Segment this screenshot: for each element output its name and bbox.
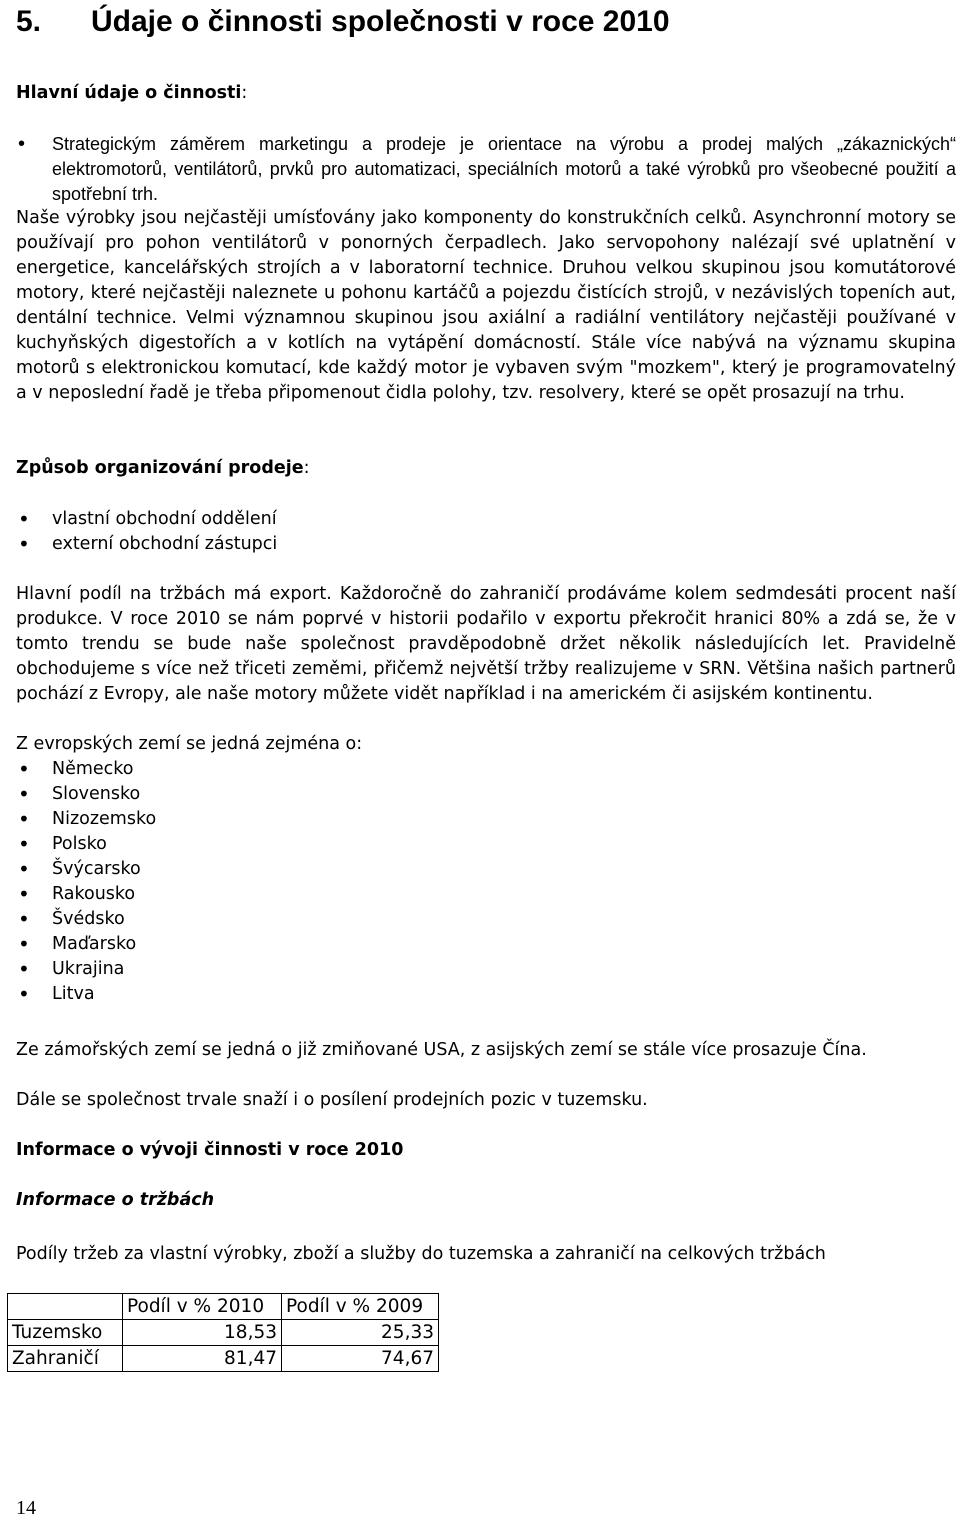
- sales-org-label: Způsob organizování prodeje: [16, 458, 304, 478]
- table-header-row: [8, 1294, 439, 1320]
- revenue-table: [7, 1293, 439, 1372]
- table-row: [8, 1320, 439, 1346]
- main-activity-list: [16, 132, 956, 207]
- list-item: • Maďarsko: [16, 932, 956, 957]
- table-header-cell: Podíl v % 2010: [123, 1294, 282, 1320]
- list-item: • Švédsko: [16, 907, 956, 932]
- main-activity-label-line: [16, 81, 956, 106]
- main-activity-label: Hlavní údaje o činnosti: [16, 83, 242, 103]
- list-item: • vlastní obchodní oddělení: [16, 507, 956, 532]
- list-item: • Ukrajina: [16, 957, 956, 982]
- table-cell-label: Zahraničí: [8, 1346, 123, 1372]
- overseas-paragraph: Ze zámořských zemí se jedná o již zmiňované USA, z asijských zemí se stále více prosazuje Čína.: [16, 1040, 867, 1060]
- countries-intro: Z evropských zemí se jedná zejména o:: [16, 734, 363, 754]
- main-activity-intro: [16, 132, 956, 207]
- domestic-paragraph: Dále se společnost trvale snaží i o posílení prodejních pozic v tuzemsku.: [16, 1090, 648, 1110]
- sales-org-list: [16, 507, 956, 557]
- main-activity-colon: :: [241, 83, 248, 103]
- list-item: • Slovensko: [16, 782, 956, 807]
- list-item: • Švýcarsko: [16, 857, 956, 882]
- main-activity-body: Naše výrobky jsou nejčastěji umísťovány jako komponenty do konstrukčních celků. Asynchronní motory se používají pro pohon ventilátorů v ponorných čerpadlech. Jako servopohony nalézají své uplatnění v energetice, kancelářských strojích a v laboratorní technice. Druhou velkou skupinou jsou komutátorové motory, které nejčastěji naleznete u pohonu kartáčů a pojezdu čistících strojů, v nezávislých topeních aut, dentální technice. Velmi významnou skupinou jsou axiální a radiální ventilátory nejčastěji používané v kuchyňských digestořích a v kotlích na vytápění domácností. Stále více nabývá na významu skupina motorů s elektronickou komutací, kde každý motor je vybaven svým "mozkem", který je programovatelný a v neposlední řadě je třeba připomenout čidla polohy, tzv. resolvery, které se opět prosazují na trhu.: [16, 208, 956, 403]
- list-item: • externí obchodní zástupci: [16, 532, 956, 557]
- section-number: 5.: [16, 5, 42, 38]
- list-item: • Německo: [16, 757, 956, 782]
- export-paragraph: Hlavní podíl na tržbách má export. Každoročně do zahraničí prodáváme kolem sedmdesáti procent naší produkce. V roce 2010 se nám poprvé v historii podařilo v exportu překročit hranici 80% a zdá se, že v tomto trendu se bude naše společnost pravděpodobně držet několik následujících let. Pravidelně obchodujeme s více než třiceti zeměmi, přičemž největší tržby realizujeme v SRN. Většina našich partnerů pochází z Evropy, ale naše motory můžete vidět například i na americkém či asijském kontinentu.: [16, 584, 956, 704]
- list-item: • Nizozemsko: [16, 807, 956, 832]
- revenue-intro: Podíly tržeb za vlastní výrobky, zboží a služby do tuzemska a zahraničí na celkových tržbách: [16, 1244, 826, 1264]
- table-header-cell: [8, 1294, 123, 1320]
- sales-org-colon: :: [303, 458, 310, 478]
- page-number: 14: [16, 1497, 36, 1519]
- table-cell-2009: 25,33: [282, 1320, 439, 1346]
- list-item: • Rakousko: [16, 882, 956, 907]
- development-heading: Informace o vývoji činnosti v roce 2010: [16, 1140, 404, 1160]
- table-cell-label: Tuzemsko: [8, 1320, 123, 1346]
- revenue-heading: Informace o tržbách: [16, 1190, 215, 1210]
- section-title: Údaje o činnosti společnosti v roce 2010: [91, 5, 670, 38]
- list-item: • Litva: [16, 982, 956, 1007]
- countries-list: [16, 757, 956, 1007]
- table-cell-2010: 18,53: [123, 1320, 282, 1346]
- table-cell-2010: 81,47: [123, 1346, 282, 1372]
- table-row: [8, 1346, 439, 1372]
- main-activity-intro-text: Strategickým záměrem marketingu a prodeje je orientace na výrobu a prodej malých „zákaznických“ elektromotorů, ventilátorů, prvků pro automatizaci, speciálních motorů a také výrobků pro všeobecné použití a spotřební trh.: [52, 134, 956, 204]
- sales-org-label-line: [16, 456, 956, 481]
- table-header-cell: Podíl v % 2009: [282, 1294, 439, 1320]
- table-cell-2009: 74,67: [282, 1346, 439, 1372]
- list-item: • Polsko: [16, 832, 956, 857]
- section-heading: [16, 2, 670, 42]
